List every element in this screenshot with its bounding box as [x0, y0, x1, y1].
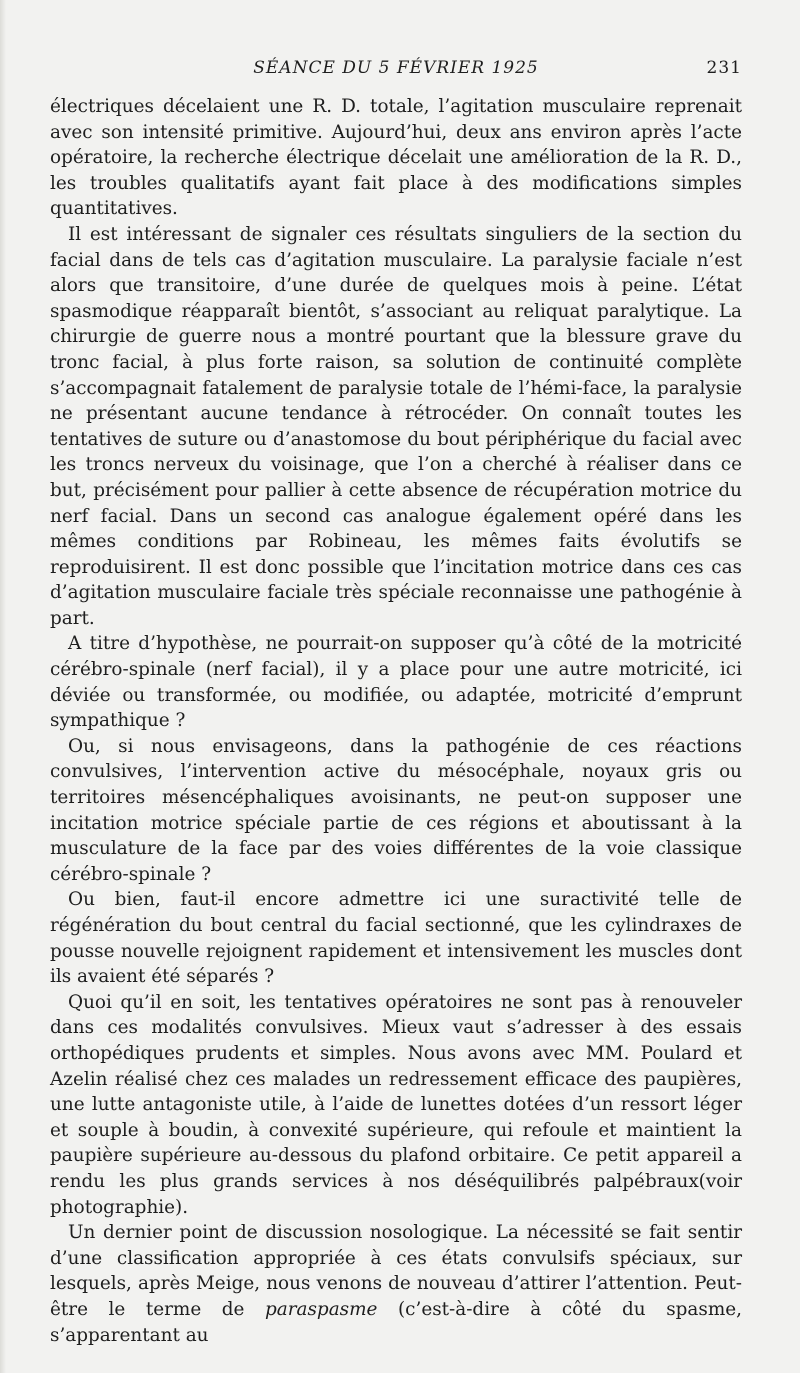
running-title: SÉANCE DU 5 FÉVRIER 1925 [253, 58, 539, 78]
paraspasme-term: paraspasme [265, 1298, 378, 1320]
paragraph-hypothesis: A titre d’hypothèse, ne pourrait-on supposer qu’à côté de la motricité cérébro-spinale (nerf facial), il y a place pour une autre motricité, ici déviée ou transformée, ou modifiée, ou adaptée, motricité d’emprunt sympathique ? [50, 633, 742, 732]
body-text [50, 94, 742, 1348]
nosology-text-end: (c’est-à-dire à côté du spasme, s’apparentant au [50, 1298, 742, 1346]
page-number: 231 [706, 58, 742, 78]
paragraph-continuation: électriques décelaient une R. D. totale, l’agitation musculaire reprenait avec son intensité primitive. Aujourd’hui, deux ans environ après l’acte opératoire, la recherche électrique décelait une amélioration de la R. D., les troubles qualitatifs ayant fait place à des modifications simples quantitatives. [50, 96, 742, 220]
paragraph-regeneration: Ou bien, faut-il encore admettre ici une suractivité telle de régénération du bout central du facial sectionné, que les cylindraxes de pousse nouvelle rejoignent rapidement et intensivement les muscles dont ils avaient été séparés ? [50, 889, 742, 988]
paragraph-orthopedic: Quoi qu’il en soit, les tentatives opératoires ne sont pas à renouveler dans ces modalités convulsives. Mieux vaut s’adresser à des essais orthopédiques prudents et simples. Nous avons avec MM. Poulard et Azelin réalisé chez ces malades un redressement efficace des paupières, une lutte antagoniste utile, à l’aide de lunettes dotées d’un ressort léger et souple à boudin, à convexité supérieure, qui refoule et maintient la paupière supérieure au-dessous du plafond orbitaire. Ce petit appareil a rendu les plus grands services à nos déséquilibrés palpébraux(voir photographie). [50, 991, 742, 1218]
nosology-text-start: Un dernier point de discussion nosologique. La nécessité se fait sentir d’une classification appropriée à ces états convulsifs spéciaux, sur lesquels, après Meige, nous venons de nouveau d’attirer l’attention. Peut-être le terme de [50, 1222, 742, 1320]
paragraph-mesocephale: Ou, si nous envisageons, dans la pathogénie de ces réactions convulsives, l’intervention active du mésocéphale, noyaux gris ou territoires mésencéphaliques avoisinants, ne peut-on supposer une incitation motrice spéciale partie de ces régions et aboutissant à la musculature de la face par des voies différentes de la voie classique cérébro-spinale ? [50, 735, 742, 885]
paragraph-facial-section: Il est intéressant de signaler ces résultats singuliers de la section du facial dans de tels cas d’agitation musculaire. La paralysie faciale n’est alors que transitoire, d’une durée de quelques mois à peine. L’état spasmodique réapparaît bientôt, s’associant au reliquat paralytique. La chirurgie de guerre nous a montré pourtant que la blessure grave du tronc facial, à plus forte raison, sa solution de continuité complète s’accompagnait fatalement de paralysie totale de l’hémi-face, la paralysie ne présentant aucune tendance à rétrocéder. On connaît toutes les tentatives de suture ou d’anastomose du bout périphérique du facial avec les troncs nerveux du voisinage, que l’on a cherché à réaliser dans ce but, précisément pour pallier à cette absence de récupération motrice du nerf facial. Dans un second cas analogue également opéré dans les mêmes conditions par Robineau, les mêmes faits évolutifs se reproduisirent. Il est donc possible que l’incitation motrice dans ces cas d’agitation musculaire faciale très spéciale reconnaisse une pathogénie à part. [50, 223, 742, 629]
running-head [50, 58, 742, 88]
paragraph-nosology [50, 1220, 742, 1348]
binding-shadow [0, 0, 6, 1373]
